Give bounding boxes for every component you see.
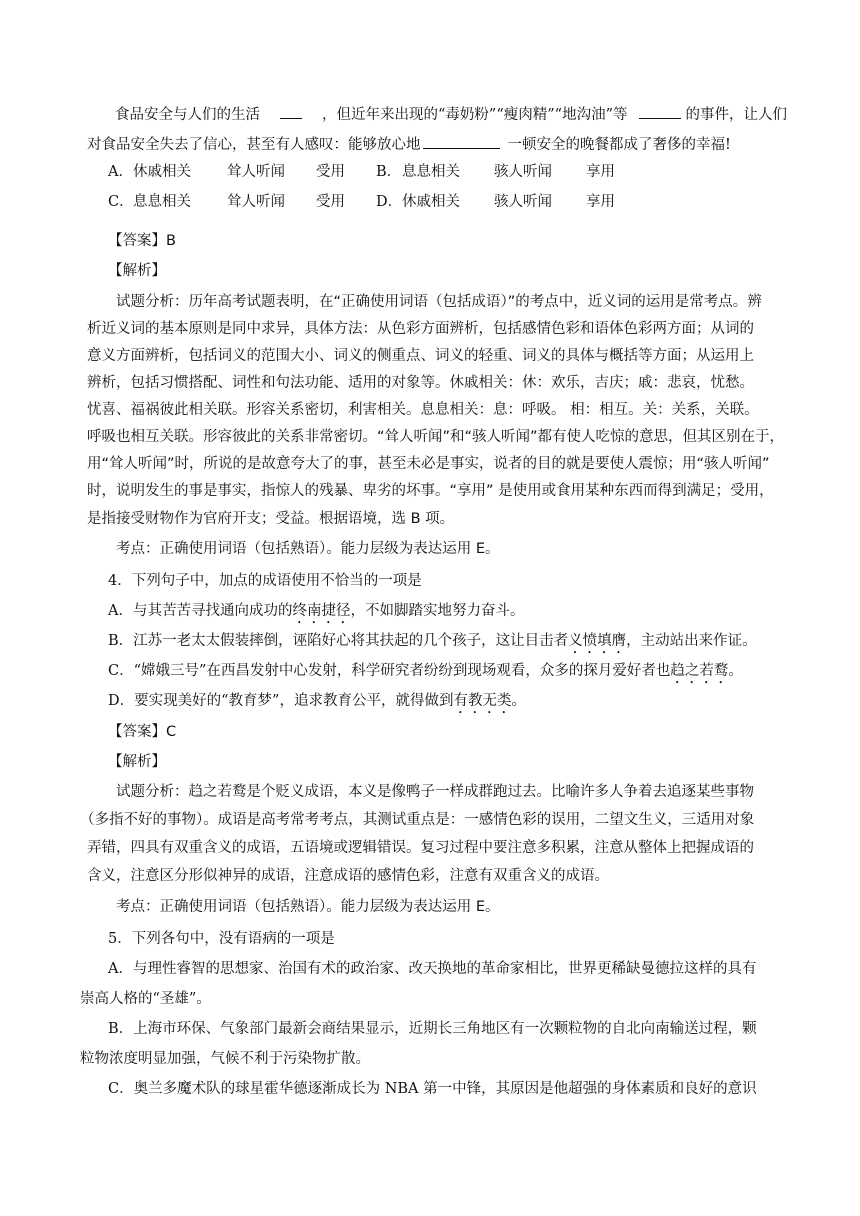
answer-label: 【答案】 — [108, 724, 166, 740]
q3-analysis-line: 呼吸也相互关联。形容彼此的关系非常密切。“耸人听闻”和“骇人听闻”都有使人吃惊的意思，但其区别在于， — [87, 429, 785, 445]
option-text: 。 — [728, 663, 743, 679]
q4-analysis-line: 含义，注意区分形似神异的成语，注意成语的感情色彩，注意有双重含义的成语。 — [87, 868, 609, 884]
option-text: A．与其苦苦寻找通向成功的 — [108, 603, 293, 619]
answer-label: 【答案】 — [108, 233, 166, 249]
option-a-word-2: 耸人听闻 — [227, 164, 285, 180]
option-c-word-2: 耸人听闻 — [227, 194, 285, 210]
option-d-word-1: 休戚相关 — [402, 194, 460, 210]
q4-option-a — [108, 601, 524, 627]
option-text: ，不如脚踏实地努力奋斗。 — [350, 603, 525, 619]
passage-text: 的事件，让人们 — [685, 107, 787, 123]
blank-2 — [639, 103, 681, 119]
option-text: D．要实现美好的“教育梦”，追求教育公平，就得做到 — [108, 693, 454, 709]
q4-option-b — [108, 631, 757, 657]
option-d-word-2: 骇人听闻 — [494, 194, 552, 210]
q5-stem: 5．下列各句中，没有语病的一项是 — [108, 931, 335, 947]
option-a-key: A． — [108, 164, 133, 180]
q3-analysis-line: 析近义词的基本原则是同中求异，具体方法：从色彩方面辨析，包括感情色彩和语体色彩两方面；从词的 — [87, 321, 754, 337]
dotted-idiom: 终南捷径 — [292, 603, 351, 619]
q5-option-c-line-1: C．奥兰多魔术队的球星霍华德逐渐成长为 NBA 第一中锋，其原因是他超强的身体素质和良好的意识 — [108, 1081, 757, 1097]
q3-analysis-line: 用“耸人听闻”时，所说的是故意夸大了的事，甚至未必是事实，说者的目的就是要使人震惊；用“骇人听闻” — [87, 456, 770, 472]
q3-analysis-line: 试题分析：历年高考试题表明，在“正确使用词语（包括成语）”的考点中，近义词的运用是常考点。辨 — [116, 294, 762, 310]
q5-option-b-line-1: B．上海市环保、气象部门最新会商结果显示，近期长三角地区有一次颗粒物的自北向南输送过程，颗 — [108, 1021, 757, 1037]
q5-option-a-line-1: A．与理性睿智的思想家、治国有术的政治家、改天换地的革命家相比，世界更稀缺曼德拉这样的具有 — [108, 961, 757, 977]
q5-option-a-line-2: 崇高人格的“圣雄”。 — [80, 991, 211, 1007]
option-c-word-3: 受用 — [316, 194, 345, 210]
q4-analysis-line: （多指不好的事物）。成语是高考常考考点，其测试重点是：一感情色彩的误用，二望文生义，三适用对象 — [80, 812, 755, 828]
q4-analysis-line: 试题分析：趋之若鹜是个贬义成语，本义是像鸭子一样成群跑过去。比喻许多人争着去追逐某些事物 — [116, 784, 754, 800]
blank-1 — [280, 103, 302, 119]
option-text: C．“嫦娥三号”在西昌发射中心发射，科学研究者纷纷到现场观看，众多的探月爱好者也 — [108, 663, 671, 679]
option-d-key: D． — [376, 194, 403, 210]
passage-text: ，但近年来出现的“毒奶粉”“瘦肉精”“地沟油”等 — [322, 107, 628, 123]
option-text: B．江苏一老太太假装摔倒，诬陷好心将其扶起的几个孩子，这让目击者 — [108, 633, 569, 649]
passage-line-2 — [87, 133, 731, 155]
option-text: ，主动站出来作证。 — [626, 633, 757, 649]
q3-analysis-label: 【解析】 — [108, 263, 166, 279]
option-d-word-3: 享用 — [586, 194, 615, 210]
answer-value: B — [166, 233, 176, 249]
dotted-idiom: 趋之若鹜 — [670, 663, 729, 679]
option-c-key: C． — [108, 194, 134, 210]
q3-answer — [108, 231, 176, 251]
blank-3 — [423, 133, 500, 149]
q3-analysis-line: 辨析，包括习惯搭配、词性和句法功能、适用的对象等。休戚相关：休：欢乐，吉庆；戚：悲哀，忧愁。 — [87, 375, 754, 391]
passage-text: 对食品安全失去了信心，甚至有人感叹：能够放心地 — [87, 137, 421, 153]
passage-text: 食品安全与人们的生活 — [115, 107, 260, 123]
option-b-word-3: 享用 — [586, 164, 615, 180]
option-c-word-1: 息息相关 — [133, 194, 191, 210]
q4-option-c — [108, 661, 743, 687]
q4-stem: 4．下列句子中，加点的成语使用不恰当的一项是 — [108, 573, 422, 589]
q3-analysis-line: 意义方面辨析，包括词义的范围大小、词义的侧重点、词义的轻重、词义的具体与概括等方面；从运用上 — [87, 348, 754, 364]
q4-option-d — [108, 691, 526, 717]
dotted-idiom: 有教无类 — [453, 693, 512, 709]
q3-kaodian: 考点：正确使用词语（包括熟语）。能力层级为表达运用 E。 — [116, 541, 500, 557]
option-a-word-1: 休戚相关 — [133, 164, 191, 180]
option-text: 。 — [511, 693, 526, 709]
q5-option-b-line-2: 粒物浓度明显加强，气候不利于污染物扩散。 — [80, 1051, 370, 1067]
q3-analysis-line: 时，说明发生的事是事实，指惊人的残暴、卑劣的坏事。“享用” 是使用或食用某种东西而得到满足；受用， — [87, 483, 774, 499]
option-b-word-2: 骇人听闻 — [494, 164, 552, 180]
dotted-idiom: 义愤填膺 — [568, 633, 627, 649]
passage-text: 一顿安全的晚餐都成了奢侈的幸福! — [507, 137, 731, 153]
q4-kaodian: 考点：正确使用词语（包括熟语）。能力层级为表达运用 E。 — [116, 899, 500, 915]
q3-analysis-line: 是指接受财物作为官府开支；受益。根据语境，选 B 项。 — [87, 511, 455, 527]
q4-analysis-label: 【解析】 — [108, 754, 166, 770]
passage-line-1 — [115, 103, 787, 125]
option-b-word-1: 息息相关 — [402, 164, 460, 180]
option-a-word-3: 受用 — [316, 164, 345, 180]
q4-answer — [108, 722, 176, 742]
answer-value: C — [166, 724, 177, 740]
q4-analysis-line: 弄错，四具有双重含义的成语，五语境或逻辑错误。复习过程中要注意多积累，注意从整体上把握成语的 — [87, 840, 754, 856]
q3-analysis-line: 忧喜、福祸彼此相关联。形容关系密切，利害相关。息息相关：息：呼吸。 相：相互。关：关系，关联。 — [87, 402, 759, 418]
option-b-key: B． — [376, 164, 402, 180]
